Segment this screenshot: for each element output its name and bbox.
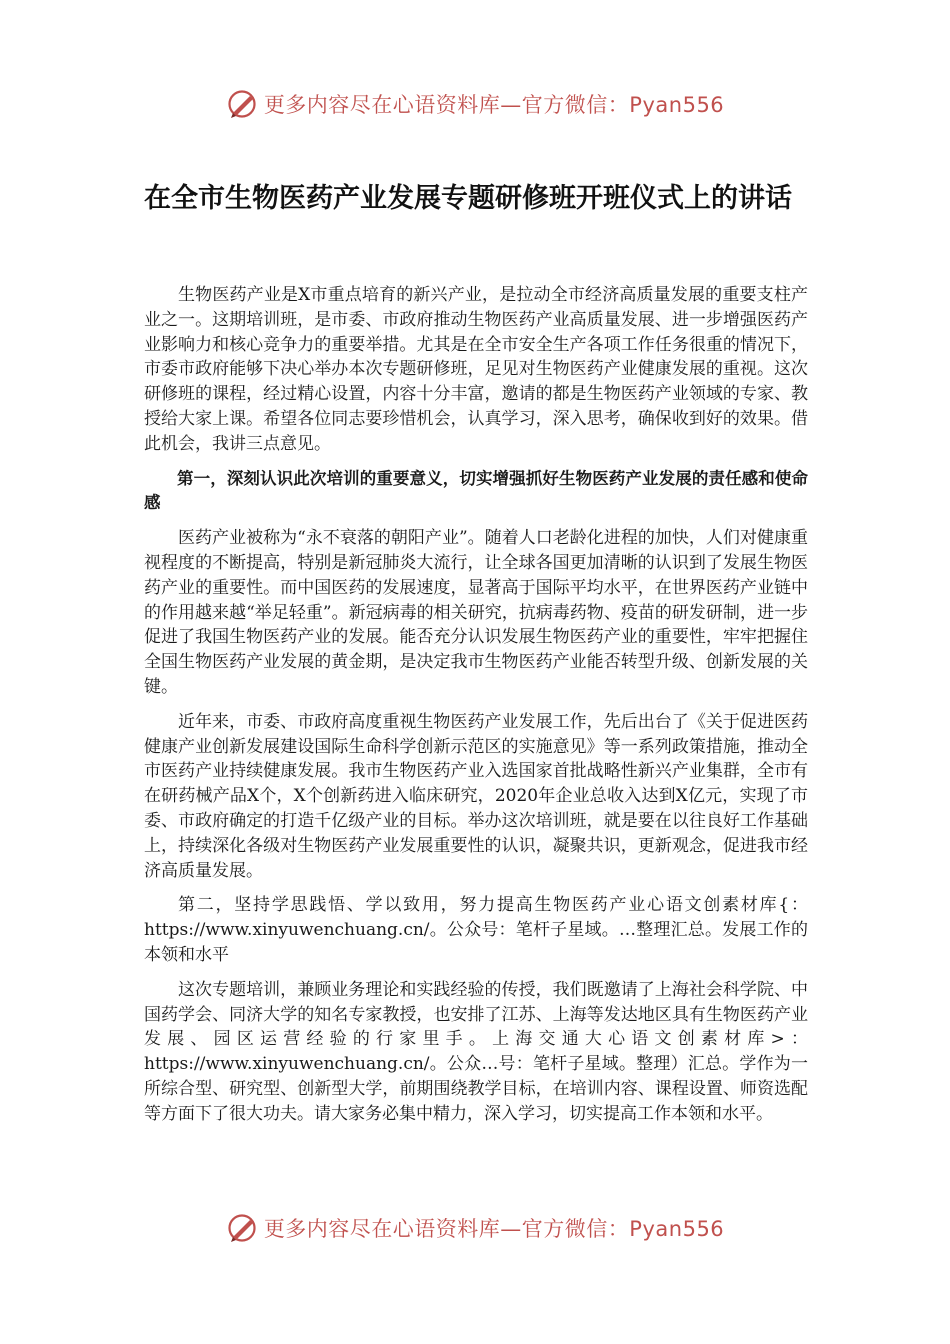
header-banner: [0, 84, 950, 124]
section-heading-2: 第二，坚持学思践悟、学以致用，努力提高生物医药产业心语文创素材库{：https://www.xinyuwenchuang.cn/。公众号：笔杆子星域。…整理汇总。发展工作的本领和水平: [144, 895, 808, 965]
pen-logo-icon: [226, 1212, 258, 1244]
footer-banner-text: 更多内容尽在心语资料库—官方微信：Pyan556: [263, 1217, 725, 1241]
document-body: [144, 283, 808, 1137]
document-title: 在全市生物医药产业发展专题研修班开班仪式上的讲话: [144, 183, 792, 214]
pen-logo-icon: [226, 88, 258, 120]
footer-banner: [0, 1208, 950, 1248]
section-heading-1: 第一，深刻认识此次培训的重要意义，切实增强抓好生物医药产业发展的责任感和使命感: [144, 468, 808, 513]
header-banner-text: 更多内容尽在心语资料库—官方微信：Pyan556: [263, 93, 725, 117]
paragraph-section-2-a: 这次专题培训，兼顾业务理论和实践经验的传授，我们既邀请了上海社会科学院、中国药学会、同济大学的知名专家教授，也安排了江苏、上海等发达地区具有生物医药产业发展、园区运营经验的行家里手。上海交通大心语文创素材库>：https://www.xinyuwenchuang.cn/。公众…号：笔杆子星域。整理）汇总。学作为一所综合型、研究型、创新型大学，前期围绕教学目标，在培训内容、课程设置、师资选配等方面下了很大功夫。请大家务必集中精力，深入学习，切实提高工作本领和水平。: [144, 979, 808, 1124]
paragraph-section-1-a: 医药产业被称为“永不衰落的朝阳产业”。随着人口老龄化进程的加快，人们对健康重视程度的不断提高，特别是新冠肺炎大流行，让全球各国更加清晰的认识到了发展生物医药产业的重要性。而中国医药的发展速度，显著高于国际平均水平，在世界医药产业链中的作用越来越“举足轻重”。新冠病毒的相关研究，抗病毒药物、疫苗的研发研制，进一步促进了我国生物医药产业的发展。能否充分认识发展生物医药产业的重要性，牢牢把握住全国生物医药产业发展的黄金期，是决定我市生物医药产业能否转型升级、创新发展的关键。: [144, 528, 808, 697]
paragraph-intro: 生物医药产业是X市重点培育的新兴产业，是拉动全市经济高质量发展的重要支柱产业之一。这期培训班，是市委、市政府推动生物医药产业高质量发展、进一步增强医药产业影响力和核心竞争力的重要举措。尤其是在全市安全生产各项工作任务很重的情况下，市委市政府能够下决心举办本次专题研修班，足见对生物医药产业健康发展的重视。这次研修班的课程，经过精心设置，内容十分丰富，邀请的都是生物医药产业领域的专家、教授给大家上课。希望各位同志要珍惜机会，认真学习，深入思考，确保收到好的效果。借此机会，我讲三点意见。: [144, 285, 808, 454]
paragraph-section-1-b: 近年来，市委、市政府高度重视生物医药产业发展工作，先后出台了《关于促进医药健康产业创新发展建设国际生命科学创新示范区的实施意见》等一系列政策措施，推动全市医药产业持续健康发展。我市生物医药产业入选国家首批战略性新兴产业集群，全市有在研药械产品X个，X个创新药进入临床研究，2020年企业总收入达到X亿元，实现了市委、市政府确定的打造千亿级产业的目标。举办这次培训班，就是要在以往良好工作基础上，持续深化各级对生物医药产业发展重要性的认识，凝聚共识，更新观念，促进我市经济高质量发展。: [144, 711, 808, 881]
